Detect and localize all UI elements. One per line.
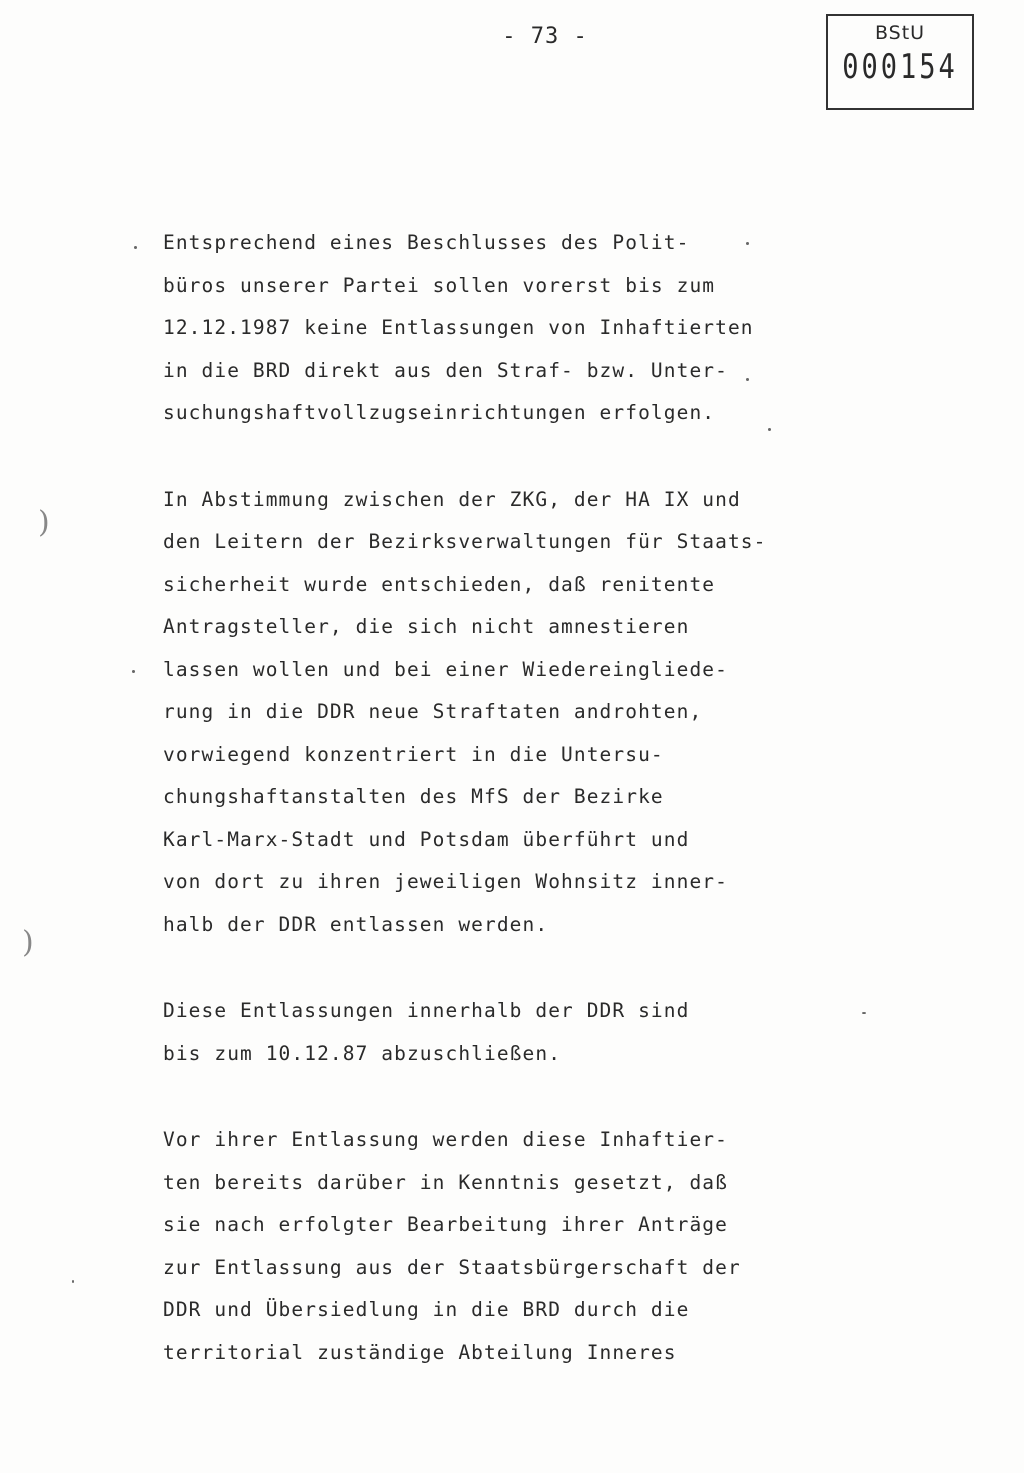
text-line: zur Entlassung aus der Staatsbürgerschaft der	[163, 1255, 741, 1279]
text-line: 12.12.1987 keine Entlassungen von Inhaftierten	[163, 316, 754, 339]
text-line: bis zum 10.12.87 abzuschließen.	[163, 1041, 562, 1065]
stamp-number: 000154	[842, 48, 958, 87]
text-line: rung in die DDR neue Straftaten androhten,	[163, 700, 703, 723]
text-line: in die BRD direkt aus den Straf- bzw. Unter-	[163, 358, 728, 382]
document-body	[163, 222, 803, 1418]
paragraph-1	[163, 222, 803, 435]
text-line: sicherheit wurde entschieden, daß renitente	[163, 572, 716, 596]
text-line: DDR und Übersiedlung in die BRD durch die	[163, 1298, 690, 1321]
text-line: den Leitern der Bezirksverwaltungen für Staats-	[163, 530, 767, 553]
stamp-title: BStU	[874, 22, 926, 44]
margin-mark: )	[38, 505, 50, 540]
text-line: Entsprechend eines Beschlusses des Polit-	[163, 231, 690, 254]
scan-speck	[862, 1012, 866, 1014]
text-line: von dort zu ihren jeweiligen Wohnsitz inner-	[163, 870, 728, 893]
text-line: In Abstimmung zwischen der ZKG, der HA IX und	[163, 487, 741, 511]
paragraph-3	[163, 990, 803, 1075]
text-line: territorial zuständige Abteilung Inneres	[163, 1340, 677, 1364]
text-line: Vor ihrer Entlassung werden diese Inhaftier-	[163, 1128, 728, 1151]
text-line: ten bereits darüber in Kenntnis gesetzt, daß	[163, 1170, 728, 1194]
text-line: vorwiegend konzentriert in die Untersu-	[163, 742, 664, 766]
text-line: sie nach erfolgter Bearbeitung ihrer Anträge	[163, 1213, 728, 1236]
scan-speck	[134, 246, 137, 249]
text-line: büros unserer Partei sollen vorerst bis zum	[163, 273, 716, 297]
margin-mark: )	[22, 925, 34, 960]
archive-stamp	[826, 14, 974, 110]
scan-speck	[132, 670, 135, 673]
paragraph-2	[163, 479, 803, 947]
text-line: chungshaftanstalten des MfS der Bezirke	[163, 785, 664, 808]
page-number: - 73 -	[502, 24, 588, 49]
text-line: halb der DDR entlassen werden.	[163, 912, 549, 936]
paragraph-4	[163, 1119, 803, 1374]
text-line: Karl-Marx-Stadt und Potsdam überführt und	[163, 827, 690, 851]
text-line: Diese Entlassungen innerhalb der DDR sind	[163, 999, 690, 1022]
text-line: lassen wollen und bei einer Wiedereingliede-	[163, 657, 728, 681]
text-line: Antragsteller, die sich nicht amnestieren	[163, 615, 690, 638]
scan-speck	[72, 1280, 74, 1283]
text-line: suchungshaftvollzugseinrichtungen erfolgen.	[163, 401, 716, 424]
